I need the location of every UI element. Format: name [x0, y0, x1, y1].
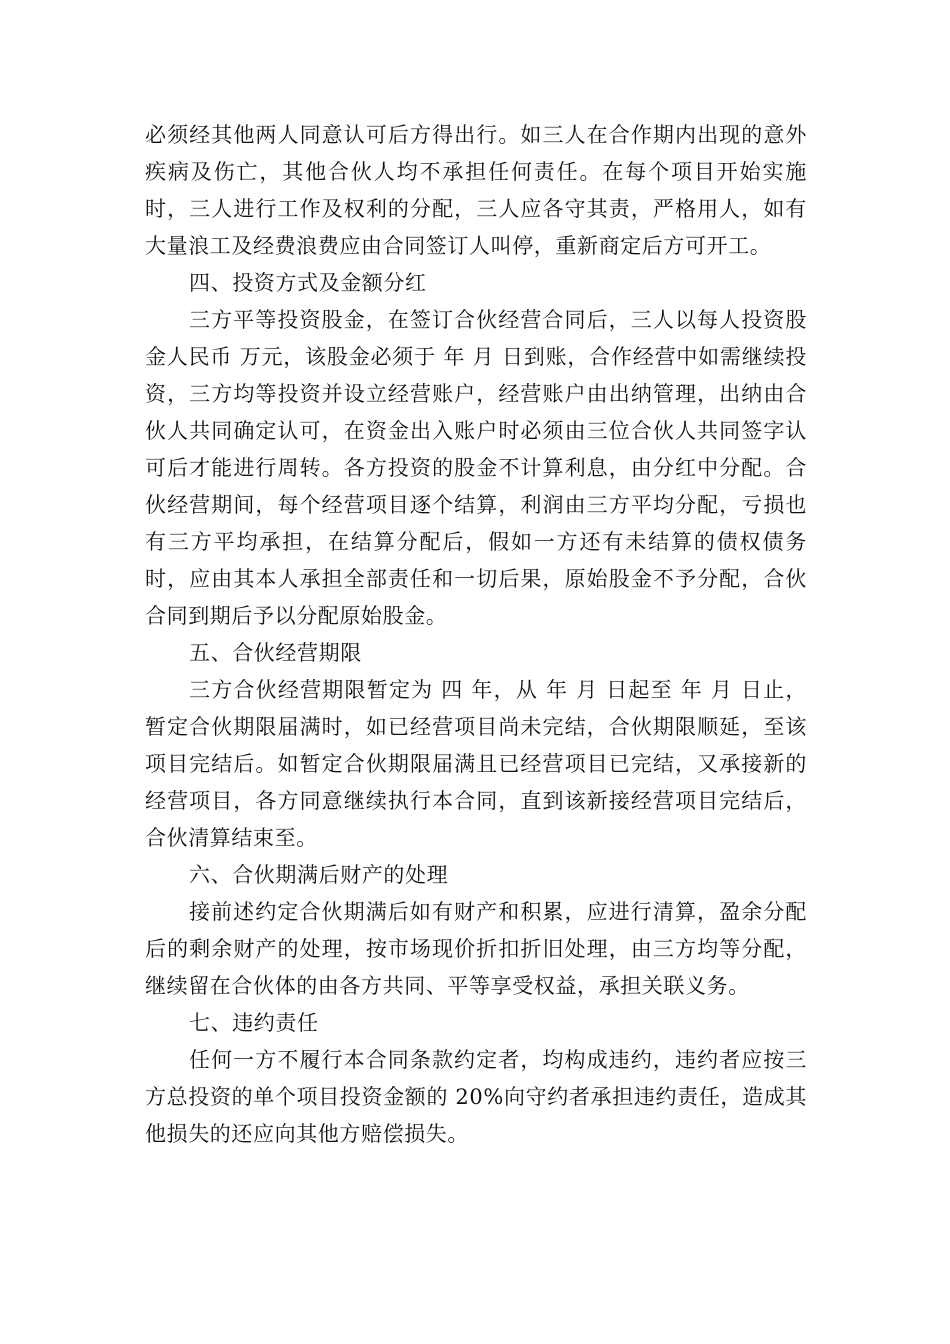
paragraph-breach: 任何一方不履行本合同条款约定者，均构成违约，违约者应按三方总投资的单个项目投资金额的 20%向守约者承担违约责任，造成其他损失的还应向其他方赔偿损失。 [145, 1048, 807, 1146]
section-heading-breach: 七、违约责任 [189, 1011, 319, 1035]
paragraph-property: 接前述约定合伙期满后如有财产和积累，应进行清算，盈余分配后的剩余财产的处理，按市场现价折扣折旧处理，由三方均等分配，继续留在合伙体的由各方共同、平等享受权益，承担关联义务。 [145, 900, 807, 998]
document-body [145, 117, 807, 1153]
paragraph-continuation: 必须经其他两人同意认可后方得出行。如三人在合作期内出现的意外疾病及伤亡，其他合伙人均不承担任何责任。在每个项目开始实施时，三人进行工作及权利的分配，三人应各守其责，严格用人，如有大量浪工及经费浪费应由合同签订人叫停，重新商定后方可开工。 [145, 123, 807, 258]
section-heading-term: 五、合伙经营期限 [189, 641, 362, 665]
paragraph-term: 三方合伙经营期限暂定为 四 年，从 年 月 日起至 年 月 日止，暂定合伙期限届满时，如已经营项目尚未完结，合伙期限顺延，至该项目完结后。如暂定合伙期限届满且已经营项目已完结，又承接新的经营项目，各方同意继续执行本合同，直到该新接经营项目完结后，合伙清算结束至。 [145, 678, 807, 850]
section-heading-property: 六、合伙期满后财产的处理 [189, 863, 449, 887]
section-heading-investment: 四、投资方式及金额分红 [189, 271, 427, 295]
paragraph-investment: 三方平等投资股金，在签订合伙经营合同后，三人以每人投资股金人民币 万元，该股金必须于 年 月 日到账，合作经营中如需继续投资，三方均等投资并设立经营账户，经营账户由出纳管理，出纳由合伙人共同确定认可，在资金出入账户时必须由三位合伙人共同签字认可后才能进行周转。各方投资的股金不计算利息，由分红中分配。合伙经营期间，每个经营项目逐个结算，利润由三方平均分配，亏损也有三方平均承担，在结算分配后，假如一方还有未结算的债权债务时，应由其本人承担全部责任和一切后果，原始股金不予分配，合伙合同到期后予以分配原始股金。 [145, 308, 807, 628]
